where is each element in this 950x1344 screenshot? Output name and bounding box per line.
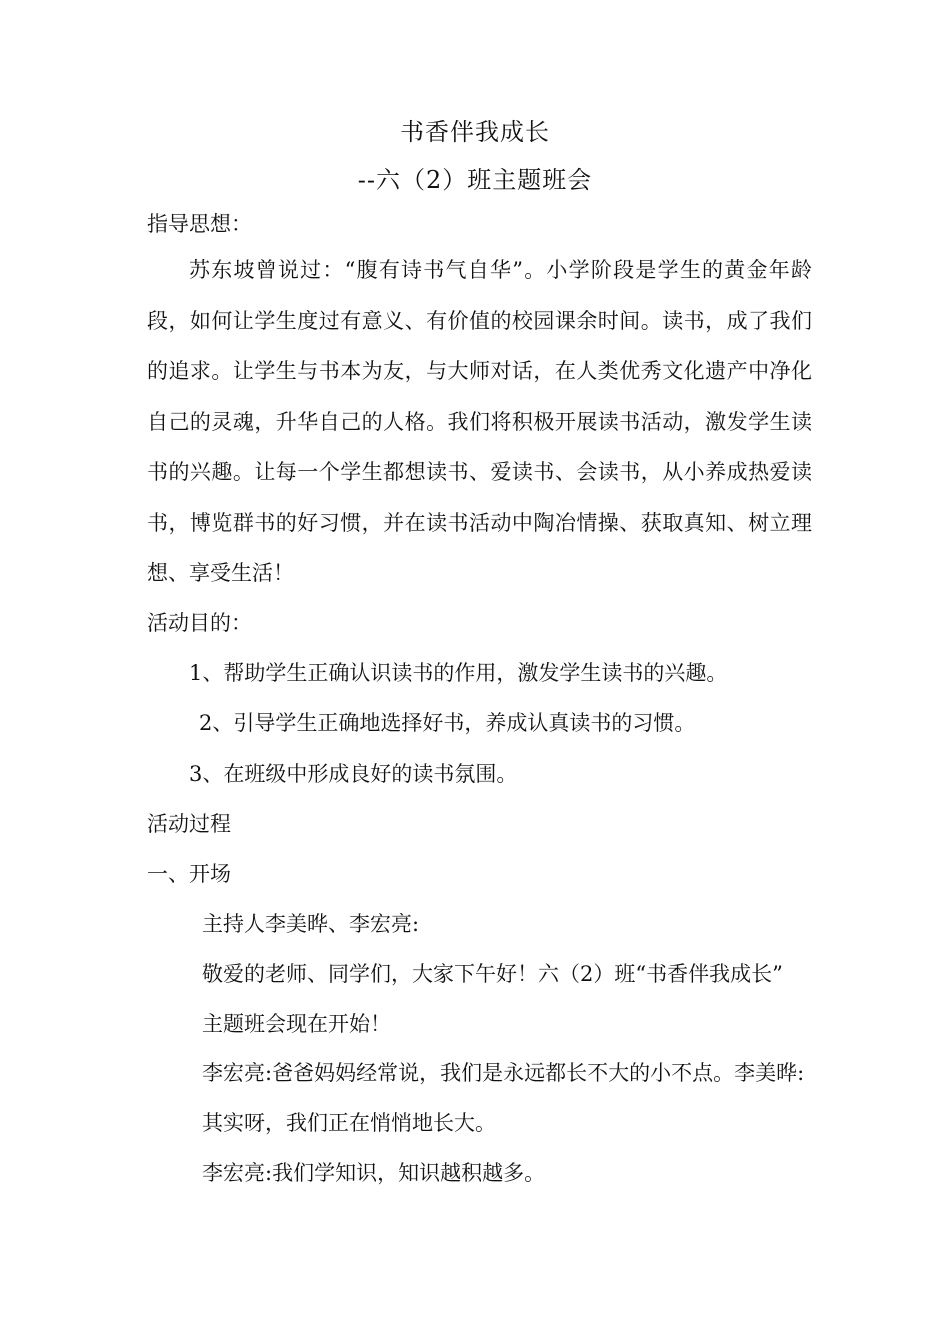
dialogue-line: 主持人李美晔、李宏亮:	[202, 912, 420, 936]
document-subtitle: --六（2）班主题班会	[357, 166, 593, 194]
document-title: 书香伴我成长	[400, 118, 550, 146]
process-heading: 活动过程	[147, 812, 231, 836]
goal-item-1: 1、帮助学生正确认识读书的作用，激发学生读书的兴趣。	[189, 661, 728, 685]
goal-item-3: 3、在班级中形成良好的读书氛围。	[189, 762, 518, 786]
dialogue-line: 李宏亮:我们学知识，知识越积越多。	[202, 1161, 546, 1185]
guiding-heading: 指导思想：	[147, 212, 252, 236]
dialogue-line: 主题班会现在开始！	[202, 1012, 391, 1036]
dialogue-line: 敬爱的老师、同学们，大家下午好！六（2）班“书香伴我成长”	[202, 962, 783, 986]
dialogue-line: 李宏亮:爸爸妈妈经常说，我们是永远都长不大的小不点。李美晔:	[202, 1061, 805, 1085]
goal-item-2: 2、引导学生正确地选择好书，养成认真读书的习惯。	[199, 711, 696, 735]
section-one-heading: 一、开场	[147, 862, 231, 886]
goals-heading: 活动目的：	[147, 611, 252, 635]
dialogue-line: 其实呀，我们正在悄悄地长大。	[202, 1111, 496, 1135]
guiding-paragraph: 苏东坡曾说过：“腹有诗书气自华”。小学阶段是学生的黄金年龄段，如何让学生度过有意义、有价值的校园课余时间。读书，成了我们的追求。让学生与书本为友，与大师对话，在人类优秀文化遗产中净化自己的灵魂，升华自己的人格。我们将积极开展读书活动，激发学生读书的兴趣。让每一个学生都想读书、爱读书、会读书，从小养成热爱读书，博览群书的好习惯，并在读书活动中陶冶情操、获取真知、树立理想、享受生活！	[147, 258, 812, 585]
